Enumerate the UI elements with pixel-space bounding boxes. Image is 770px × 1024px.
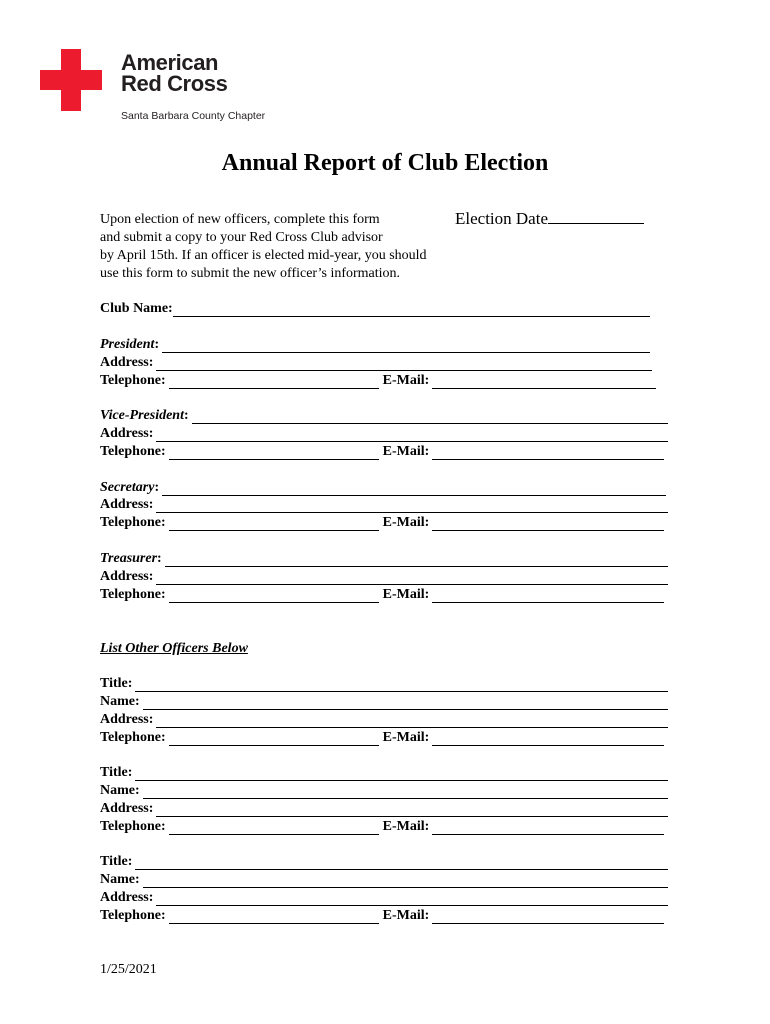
address-label: Address: bbox=[100, 569, 154, 584]
vice-president-label: Vice-President bbox=[100, 408, 184, 423]
title-label: Title: bbox=[100, 765, 133, 780]
election-date-field bbox=[455, 209, 644, 229]
secretary-label: Secretary bbox=[100, 480, 155, 495]
other-officer-address-row bbox=[100, 711, 668, 728]
other-officer-email-input[interactable] bbox=[432, 913, 664, 924]
vice-president-name-input[interactable] bbox=[192, 413, 668, 424]
email-label: E-Mail: bbox=[382, 444, 430, 459]
email-label: E-Mail: bbox=[382, 730, 430, 745]
treasurer-email-input[interactable] bbox=[432, 592, 664, 603]
vice-president-contact-row bbox=[100, 443, 664, 460]
other-officer-name-input[interactable] bbox=[143, 877, 668, 888]
election-date-label: Election Date bbox=[455, 209, 548, 228]
name-label: Name: bbox=[100, 872, 140, 887]
address-label: Address: bbox=[100, 426, 154, 441]
label-colon: : bbox=[157, 551, 162, 566]
email-label: E-Mail: bbox=[382, 587, 430, 602]
other-officer-title-input[interactable] bbox=[135, 770, 668, 781]
page-title: Annual Report of Club Election bbox=[221, 150, 549, 176]
email-label: E-Mail: bbox=[382, 819, 430, 834]
email-label: E-Mail: bbox=[382, 908, 430, 923]
secretary-telephone-input[interactable] bbox=[169, 520, 379, 531]
other-officer-contact-row bbox=[100, 818, 664, 835]
telephone-label: Telephone: bbox=[100, 819, 166, 834]
footer-date: 1/25/2021 bbox=[100, 962, 157, 977]
other-officer-name-input[interactable] bbox=[143, 788, 668, 799]
other-officer-contact-row bbox=[100, 729, 664, 746]
president-address-row bbox=[100, 354, 652, 371]
vice-president-telephone-input[interactable] bbox=[169, 449, 379, 460]
org-name-line2: Red Cross bbox=[121, 71, 228, 96]
other-officer-name-input[interactable] bbox=[143, 699, 668, 710]
president-email-input[interactable] bbox=[432, 378, 656, 389]
treasurer-telephone-input[interactable] bbox=[169, 592, 379, 603]
address-label: Address: bbox=[100, 497, 154, 512]
president-label: President bbox=[100, 337, 155, 352]
address-label: Address: bbox=[100, 890, 154, 905]
title-label: Title: bbox=[100, 676, 133, 691]
intro-line: Upon election of new officers, complete this form bbox=[100, 212, 380, 227]
intro-line: by April 15th. If an officer is elected mid-year, you should bbox=[100, 248, 427, 263]
address-label: Address: bbox=[100, 355, 154, 370]
intro-line: and submit a copy to your Red Cross Club advisor bbox=[100, 230, 383, 245]
other-officer-title-row bbox=[100, 764, 668, 781]
other-officers-heading: List Other Officers Below bbox=[100, 641, 248, 656]
treasurer-name-input[interactable] bbox=[165, 556, 668, 567]
other-officer-title-row bbox=[100, 853, 668, 870]
other-officer-address-input[interactable] bbox=[156, 717, 668, 728]
secretary-name-input[interactable] bbox=[162, 485, 666, 496]
org-name-line1: American bbox=[121, 50, 219, 75]
other-officer-email-input[interactable] bbox=[432, 824, 664, 835]
telephone-label: Telephone: bbox=[100, 908, 166, 923]
vice-president-address-input[interactable] bbox=[156, 431, 668, 442]
president-telephone-input[interactable] bbox=[169, 378, 379, 389]
telephone-label: Telephone: bbox=[100, 515, 166, 530]
vice-president-address-row bbox=[100, 425, 668, 442]
club-name-input[interactable] bbox=[173, 306, 650, 317]
name-label: Name: bbox=[100, 694, 140, 709]
election-date-input[interactable] bbox=[548, 209, 644, 224]
organization-name bbox=[121, 52, 227, 94]
other-officer-telephone-input[interactable] bbox=[169, 913, 379, 924]
red-cross-logo-icon bbox=[40, 49, 102, 111]
label-colon: : bbox=[184, 408, 189, 423]
other-officer-name-row bbox=[100, 693, 668, 710]
secretary-address-input[interactable] bbox=[156, 502, 668, 513]
other-officer-address-row bbox=[100, 800, 668, 817]
intro-line: use this form to submit the new officer’s information. bbox=[100, 266, 401, 281]
telephone-label: Telephone: bbox=[100, 444, 166, 459]
secretary-address-row bbox=[100, 496, 668, 513]
treasurer-label: Treasurer bbox=[100, 551, 158, 566]
treasurer-address-row bbox=[100, 568, 668, 585]
name-label: Name: bbox=[100, 783, 140, 798]
other-officer-telephone-input[interactable] bbox=[169, 824, 379, 835]
other-officer-telephone-input[interactable] bbox=[169, 735, 379, 746]
other-officer-email-input[interactable] bbox=[432, 735, 664, 746]
secretary-row bbox=[100, 479, 666, 496]
president-row bbox=[100, 336, 650, 353]
label-colon: : bbox=[154, 337, 160, 352]
secretary-email-input[interactable] bbox=[432, 520, 664, 531]
email-label: E-Mail: bbox=[382, 515, 430, 530]
email-label: E-Mail: bbox=[382, 373, 430, 388]
vice-president-row bbox=[100, 407, 668, 424]
other-officer-title-row bbox=[100, 675, 668, 692]
label-colon: : bbox=[154, 480, 160, 495]
address-label: Address: bbox=[100, 801, 154, 816]
address-label: Address: bbox=[100, 712, 154, 727]
title-label: Title: bbox=[100, 854, 133, 869]
telephone-label: Telephone: bbox=[100, 730, 166, 745]
president-address-input[interactable] bbox=[156, 360, 652, 371]
secretary-contact-row bbox=[100, 514, 664, 531]
other-officer-address-row bbox=[100, 889, 668, 906]
president-contact-row bbox=[100, 372, 656, 389]
other-officer-contact-row bbox=[100, 907, 664, 924]
telephone-label: Telephone: bbox=[100, 373, 166, 388]
other-officer-name-row bbox=[100, 871, 668, 888]
other-officer-title-input[interactable] bbox=[135, 859, 668, 870]
other-officer-title-input[interactable] bbox=[135, 681, 668, 692]
treasurer-contact-row bbox=[100, 586, 664, 603]
treasurer-address-input[interactable] bbox=[156, 574, 668, 585]
intro-text bbox=[100, 211, 427, 283]
vice-president-email-input[interactable] bbox=[432, 449, 664, 460]
president-name-input[interactable] bbox=[162, 342, 650, 353]
other-officer-name-row bbox=[100, 782, 668, 799]
club-name-label: Club Name: bbox=[100, 301, 173, 316]
telephone-label: Telephone: bbox=[100, 587, 166, 602]
club-name-row bbox=[100, 300, 650, 317]
other-officer-address-input[interactable] bbox=[156, 806, 668, 817]
chapter-name: Santa Barbara County Chapter bbox=[121, 110, 266, 122]
other-officer-address-input[interactable] bbox=[156, 895, 668, 906]
treasurer-row bbox=[100, 550, 668, 567]
